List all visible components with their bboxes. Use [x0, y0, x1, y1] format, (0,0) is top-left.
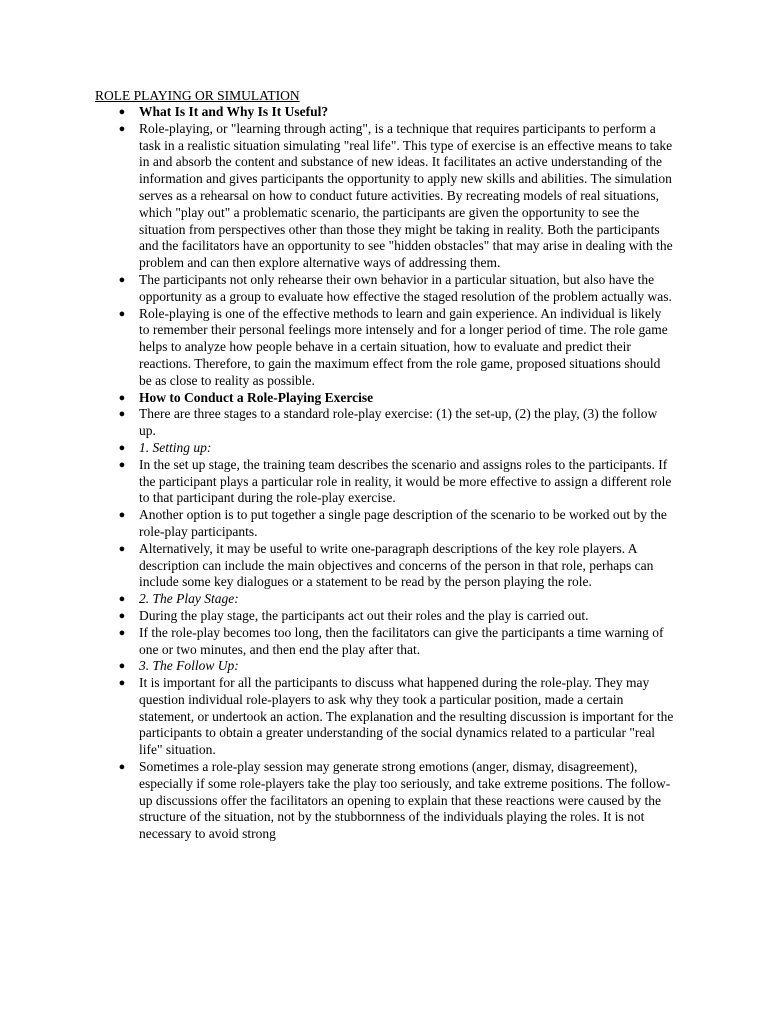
list-item: [0, 675, 674, 759]
list-item: [0, 541, 674, 591]
paragraph-text: In the set up stage, the training team describes the scenario and assigns roles to the participants. If the participant plays a particular role in reality, it would be more effective to assign a different role to that participant during the role-play exercise.: [139, 456, 672, 506]
bullet-icon: ●: [118, 626, 126, 639]
list-item: [0, 608, 674, 625]
paragraph-text: It is important for all the participants to discuss what happened during the role-play. They may question individual role-players to ask why they took a particular position, made a certain statement, or undertook an action. The explanation and the resulting discussion is important for the participants to obtain a greater understanding of the social dynamics related to a particular "real life" situation.: [139, 675, 674, 758]
list-item: [0, 759, 674, 843]
bullet-icon: ●: [118, 408, 126, 421]
paragraph-text: During the play stage, the participants act out their roles and the play is carried out.: [139, 607, 589, 623]
paragraph-text: There are three stages to a standard role-play exercise: (1) the set-up, (2) the play, (3) the follow up.: [139, 406, 658, 439]
bullet-icon: ●: [118, 391, 126, 404]
bullet-icon: ●: [118, 761, 126, 774]
section-heading: What Is It and Why Is It Useful?: [139, 104, 329, 119]
section-heading: 2. The Play Stage:: [139, 591, 239, 607]
bullet-icon: ●: [118, 509, 126, 522]
paragraph-text: If the role-play becomes too long, then the facilitators can give the participants a time warning of one or two minutes, and then end the play after that.: [139, 624, 664, 657]
bullet-icon: ●: [118, 542, 126, 555]
bullet-icon: ●: [118, 609, 126, 622]
bullet-icon: ●: [118, 307, 126, 320]
list-item: [0, 507, 674, 541]
list-item: [0, 440, 674, 457]
list-item: [0, 104, 674, 121]
list-item: [0, 390, 674, 407]
list-item: [0, 591, 674, 608]
bullet-icon: ●: [118, 458, 126, 471]
bullet-list: [0, 104, 768, 843]
bullet-icon: ●: [118, 593, 126, 606]
list-item: [0, 306, 674, 390]
paragraph-text: Sometimes a role-play session may generate strong emotions (anger, dismay, disagreement), especially if some role-players take the play too seriously, and take extreme positions. The follow-up discussions offer the facilitators an opening to explain that these reactions were caused by the structure of the situation, not by the stubbornness of the individuals playing the roles. It is not necessary to avoid strong: [139, 759, 671, 842]
list-item: [0, 625, 674, 659]
section-heading: 1. Setting up:: [139, 439, 212, 455]
bullet-icon: ●: [118, 122, 126, 135]
bullet-icon: ●: [118, 273, 126, 286]
list-item: [0, 658, 674, 675]
list-item: [0, 406, 674, 440]
paragraph-text: Role-playing, or "learning through acting", is a technique that requires participants to perform a task in a realistic situation simulating "real life". This type of exercise is an effective means to take in and absorb the content and substance of new ideas. It facilitates an active understanding of the information and gives participants the opportunity to apply new skills and abilities. The simulation serves as a rehearsal on how to conduct future activities. By recreating models of real situations, which "play out" a problematic scenario, the participants are given the opportunity to see the situation from perspectives other than those they might be taking in reality. Both the participants and the facilitators have an opportunity to see "hidden obstacles" that may arise in dealing with the problem and can then explore alternative ways of addressing them.: [139, 120, 673, 271]
paragraph-text: Alternatively, it may be useful to write one-paragraph descriptions of the key role players. A description can include the main objectives and concerns of the person in that role, perhaps can include some key dialogues or a statement to be read by the person playing the role.: [139, 540, 654, 590]
paragraph-text: Role-playing is one of the effective methods to learn and gain experience. An individual is likely to remember their personal feelings more intensely and for a longer period of time. The role game helps to analyze how people behave in a certain situation, how to evaluate and predict their reactions. Therefore, to gain the maximum effect from the role game, proposed situations should be as close to reality as possible.: [139, 305, 668, 388]
section-heading: How to Conduct a Role-Playing Exercise: [139, 389, 374, 405]
bullet-icon: ●: [118, 106, 126, 118]
list-item: [0, 457, 674, 507]
list-item: [0, 121, 674, 272]
bullet-icon: ●: [118, 441, 126, 454]
list-item: [0, 272, 674, 306]
paragraph-text: Another option is to put together a single page description of the scenario to be worked out by the role-play participants.: [139, 507, 667, 539]
section-heading: 3. The Follow Up:: [139, 658, 239, 674]
paragraph-text: The participants not only rehearse their own behavior in a particular situation, but also have the opportunity as a group to evaluate how effective the staged resolution of the problem actually was.: [139, 271, 672, 304]
page-title: ROLE PLAYING OR SIMULATION: [95, 88, 300, 103]
bullet-icon: ●: [118, 677, 126, 690]
bullet-icon: ●: [118, 660, 126, 673]
